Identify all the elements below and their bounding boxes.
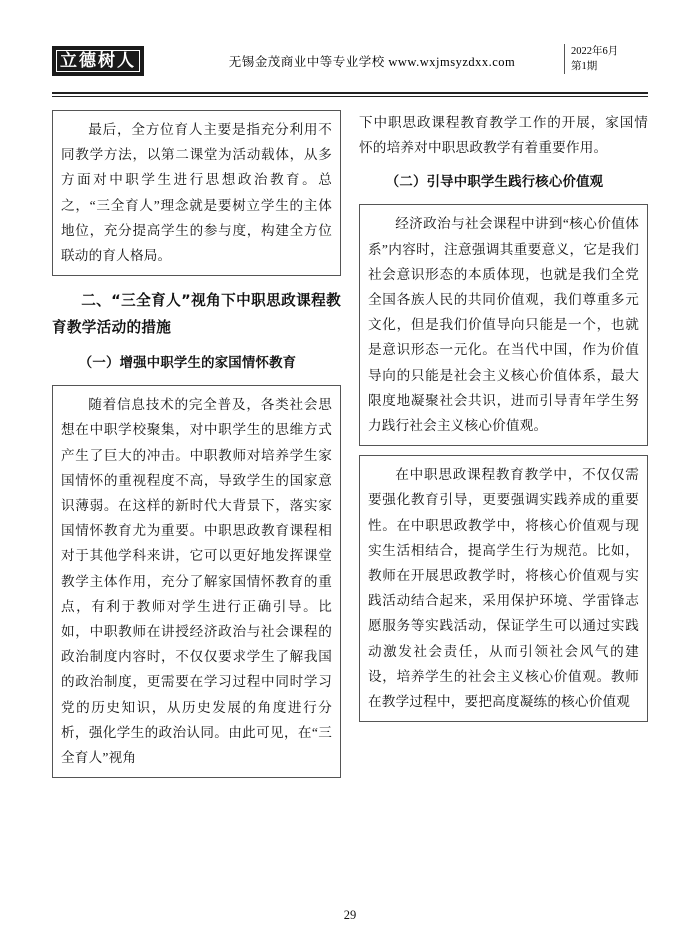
paragraph-block-left-2 (52, 385, 341, 778)
paragraph-text: 经济政治与社会课程中讲到“核心价值体系”内容时，注意强调其重要意义，它是我们社会意识形态的本质体现，也就是我们全党全国各族人民的共同价值观，我们尊重多元文化，但是我们价值导向只能是一个，也就是意识形态一元化。在当代中国，作为价值导向的只能是社会主义核心价值体系，最大限度地凝聚社会共识，进而引导青年学生努力践行社会主义核心价值观。 (368, 216, 639, 434)
issue-date: 2022年6月 (571, 46, 619, 57)
paragraph-text: 下中职思政课程教育教学工作的开展，家国情怀的培养对中职思政教学有着重要作用。 (359, 115, 648, 156)
page-number: 29 (343, 908, 357, 922)
paragraph-text: 在中职思政课程教育教学中，不仅仅需要强化教育引导，更要强调实践养成的重要性。在中职思政教学中，将核心价值观与现实生活相结合，提高学生行为规范。比如，教师在开展思政教学时，将核心价值观与实践活动结合起来，采用保护环境、学雷锋志愿服务等实践活动，保证学生可以通过实践动激发社会责任，从而引领社会风气的建设，培养学生的社会主义核心价值观。教师在教学过程中，要把高度凝练的核心价值观 (368, 467, 639, 710)
subsection-heading-2: （二）引导中职学生践行核心价值观 (385, 175, 604, 191)
right-column (359, 110, 648, 900)
header-divider-thick (52, 92, 648, 94)
journal-logo: 立德树人 (52, 46, 144, 76)
header-divider-thin (52, 96, 648, 97)
subsection-heading-1: （一）增强中职学生的家国情怀教育 (78, 356, 297, 372)
page-header (52, 44, 648, 90)
paragraph-block-left-1 (52, 110, 341, 276)
paragraph-block-right-2 (359, 455, 648, 722)
paragraph-text: 随着信息技术的完全普及，各类社会思想在中职学校聚集，对中职学生的思维方式产生了巨大的冲击。中职教师对培养学生家国情怀的重视程度不高，导致学生的国家意识薄弱。在这样的新时代大背景下，落实家国情怀教育尤为重要。中职思政教育课程相对于其他学科来讲，它可以更好地发挥课堂教学主体作用，充分了解家国情怀教育的重点，有利于教师对学生进行正确引导。比如，中职教师在讲授经济政治与社会课程的政治制度内容时，不仅仅要求学生了解我国的政治制度，更需要在学习过程中同时学习党的历史知识，从历史发展的角度进行分析，强化学生的政治认同。由此可见，在“三全育人”视角 (61, 397, 332, 766)
section-heading-2: 二、“三全育人”视角下中职思政课程教育教学活动的措施 (52, 292, 341, 337)
issue-info (564, 44, 648, 74)
paragraph-continuation-right (359, 110, 648, 160)
paragraph-text: 最后，全方位育人主要是指充分利用不同教学方法，以第二课堂为活动载体，从多方面对中职学生进行思想政治教育。总之，“三全育人”理念就是要树立学生的主体地位，充分提高学生的参与度，构建全方位联动的育人格局。 (61, 122, 332, 264)
two-column-body (52, 110, 648, 900)
paragraph-block-right-1 (359, 204, 648, 446)
left-column (52, 110, 341, 900)
school-name-url: 无锡金茂商业中等专业学校 www.wxjmsyzdxx.com (228, 55, 516, 69)
issue-number: 第1期 (571, 61, 598, 72)
